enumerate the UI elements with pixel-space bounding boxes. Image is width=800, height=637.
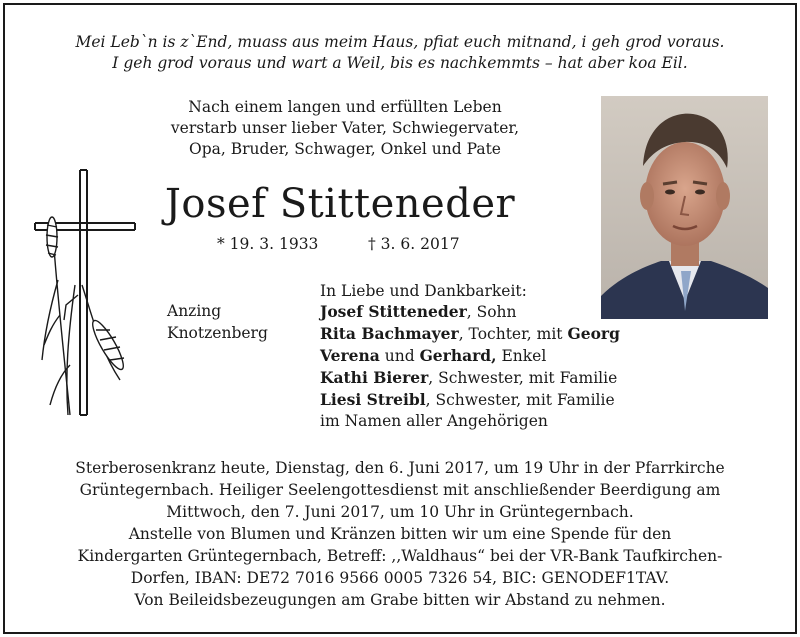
notice-line-6: Dorfen, IBAN: DE72 7016 9566 0005 7326 54, BIC: GENODEF1TAV. [130, 569, 670, 587]
notice-line-1: Sterberosenkranz heute, Dienstag, den 6. Juni 2017, um 19 Uhr in der Pfarrkirche [75, 459, 725, 477]
mourner-name: Gerhard, [419, 346, 497, 365]
notice-line-4: Anstelle von Blumen und Kränzen bitten wir um eine Spende für den [128, 525, 672, 543]
motto-line-2: I geh grod voraus und wart a Weil, bis es nachkemmts – hat aber koa Eil. [112, 54, 688, 72]
mourner-relation: , Schwester, mit Familie [425, 391, 615, 409]
mourner-relation: , Sohn [466, 303, 517, 321]
mourner-line-6: im Namen aller Angehörigen [320, 412, 548, 430]
mourner-line-3 [320, 346, 546, 365]
mourner-line-4 [320, 368, 617, 387]
cross-with-wheat-icon [30, 165, 140, 430]
thanks-heading: In Liebe und Dankbarkeit: [320, 282, 527, 300]
notice-line-3: Mittwoch, den 7. Juni 2017, um 10 Uhr in Grüntegernbach. [166, 503, 634, 521]
mourner-connector: und [379, 347, 420, 365]
mourner-name: Kathi Bierer [320, 368, 429, 387]
portrait-photo [601, 96, 768, 319]
mourner-name: Rita Bachmayer [320, 324, 459, 343]
intro-line-1: Nach einem langen und erfüllten Leben [188, 98, 502, 116]
mourner-line-2 [320, 324, 620, 343]
notice-line-5: Kindergarten Grüntegernbach, Betreff: ,,Waldhaus“ bei der VR-Bank Taufkirchen- [77, 547, 723, 565]
portrait-image [601, 96, 768, 319]
mourner-name: Josef Stitteneder [320, 302, 467, 321]
death-date: † 3. 6. 2017 [368, 235, 460, 253]
intro-line-3: Opa, Bruder, Schwager, Onkel und Pate [189, 140, 501, 158]
mourner-line-5 [320, 390, 615, 409]
intro-line-2: verstarb unser lieber Vater, Schwiegervater, [170, 119, 520, 137]
birth-date: * 19. 3. 1933 [217, 235, 319, 253]
mourner-line-1 [320, 302, 517, 321]
place-knotzenberg: Knotzenberg [167, 324, 268, 342]
deceased-name: Josef Stitteneder [164, 181, 516, 227]
mourner-name: Georg [567, 324, 620, 343]
motto-line-1: Mei Leb`n is z`End, muass aus meim Haus, pfiat euch mitnand, i geh grod voraus. [75, 33, 725, 51]
intro-text [120, 97, 570, 160]
notice-line-2: Grüntegernbach. Heiliger Seelengottesdienst mit anschließender Beerdigung am [79, 481, 721, 499]
place-anzing: Anzing [167, 302, 222, 320]
mourner-relation: , Tochter, mit [458, 325, 568, 343]
mourner-relation: , Schwester, mit Familie [428, 369, 618, 387]
mourner-name: Liesi Streibl [320, 390, 426, 409]
notice-line-7: Von Beileidsbezeugungen am Grabe bitten wir Abstand zu nehmen. [134, 591, 666, 609]
mourner-relation: Enkel [496, 347, 547, 365]
mourner-name: Verena [320, 346, 380, 365]
